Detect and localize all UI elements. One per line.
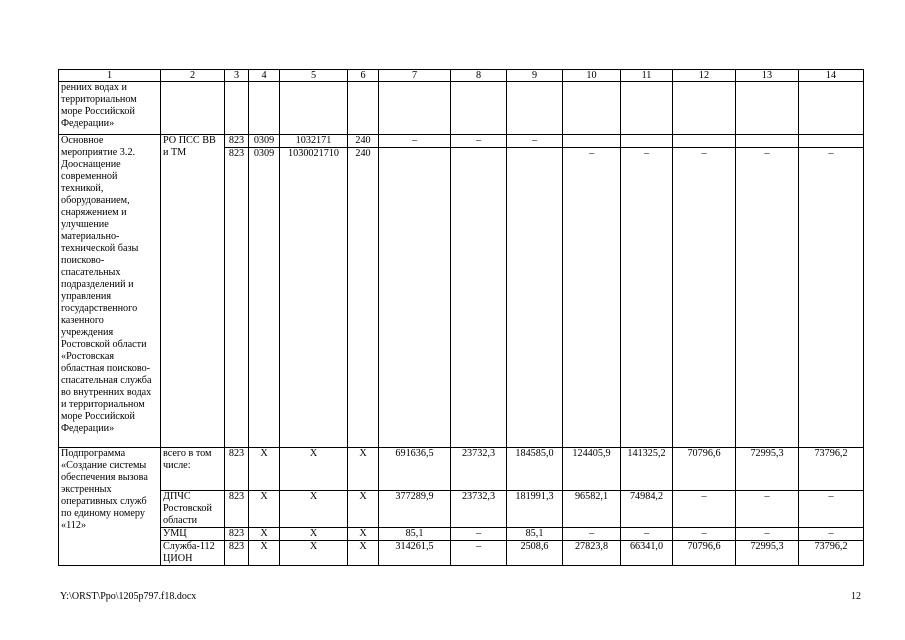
table-row (59, 82, 864, 135)
cell-value: 73796,2 (799, 448, 864, 491)
cell-value: – (563, 528, 621, 541)
table-row (59, 135, 864, 148)
cell-value: Х (348, 541, 379, 566)
cell-value: 72995,3 (736, 541, 799, 566)
header-cell: 2 (161, 70, 225, 82)
cell-value: – (621, 148, 673, 448)
cell-empty (451, 82, 507, 135)
cell-empty (563, 82, 621, 135)
cell-empty (621, 135, 673, 148)
header-cell: 12 (673, 70, 736, 82)
cell-value: 823 (225, 541, 249, 566)
cell-empty (736, 82, 799, 135)
cell-value: – (673, 148, 736, 448)
cell-empty (225, 82, 249, 135)
cell-value: 70796,6 (673, 541, 736, 566)
cell-value: Х (348, 491, 379, 528)
cell-value: Х (348, 448, 379, 491)
cell-value: 691636,5 (379, 448, 451, 491)
cell-value: 85,1 (507, 528, 563, 541)
table-row (59, 491, 864, 528)
cell-empty (563, 135, 621, 148)
cell-empty (451, 148, 507, 448)
cell-value: – (736, 491, 799, 528)
footer-file-path: Y:\ORST\Ppo\1205p797.f18.docx (60, 591, 197, 602)
cell-empty (673, 82, 736, 135)
cell-empty (379, 82, 451, 135)
header-cell: 3 (225, 70, 249, 82)
header-cell: 1 (59, 70, 161, 82)
cell-value: – (799, 148, 864, 448)
cell-empty (249, 82, 280, 135)
cell-executor: РО ПСС ВВ и ТМ (161, 135, 225, 448)
cell-value: 0309 (249, 148, 280, 448)
header-cell: 8 (451, 70, 507, 82)
cell-value: 0309 (249, 135, 280, 148)
cell-value: 240 (348, 135, 379, 148)
cell-value: 1030021710 (280, 148, 348, 448)
header-cell: 7 (379, 70, 451, 82)
table-row (59, 541, 864, 566)
cell-value: 823 (225, 148, 249, 448)
cell-value: – (673, 491, 736, 528)
cell-value: 73796,2 (799, 541, 864, 566)
cell-value: 23732,3 (451, 491, 507, 528)
cell-value: – (736, 148, 799, 448)
cell-value: 2508,6 (507, 541, 563, 566)
cell-value: 124405,9 (563, 448, 621, 491)
cell-value: 27823,8 (563, 541, 621, 566)
cell-value: – (799, 491, 864, 528)
cell-value: Х (249, 448, 280, 491)
cell-value: Х (249, 528, 280, 541)
cell-value: 141325,2 (621, 448, 673, 491)
cell-value: – (507, 135, 563, 148)
cell-value: 377289,9 (379, 491, 451, 528)
cell-program-name: Подпрограмма «Создание системы обеспечения вызова экстренных оперативных служб по единому номеру «112» (59, 448, 161, 566)
cell-empty (348, 82, 379, 135)
cell-value: – (451, 528, 507, 541)
cell-value: 823 (225, 448, 249, 491)
cell-value: Х (249, 541, 280, 566)
table-row (59, 448, 864, 491)
cell-value: 70796,6 (673, 448, 736, 491)
cell-value: 66341,0 (621, 541, 673, 566)
cell-empty (161, 82, 225, 135)
cell-value: Х (280, 491, 348, 528)
header-cell: 5 (280, 70, 348, 82)
cell-value: Х (280, 448, 348, 491)
cell-value: – (799, 528, 864, 541)
cell-executor: УМЦ (161, 528, 225, 541)
header-cell: 13 (736, 70, 799, 82)
header-cell: 11 (621, 70, 673, 82)
header-cell: 4 (249, 70, 280, 82)
header-row (59, 70, 864, 82)
cell-executor: всего в том числе: (161, 448, 225, 491)
cell-value: Х (280, 541, 348, 566)
cell-empty (507, 148, 563, 448)
cell-value: 181991,3 (507, 491, 563, 528)
cell-value: 85,1 (379, 528, 451, 541)
cell-value: 23732,3 (451, 448, 507, 491)
cell-value: 240 (348, 148, 379, 448)
cell-value: 96582,1 (563, 491, 621, 528)
budget-table (58, 69, 864, 566)
cell-value: 823 (225, 491, 249, 528)
cell-empty (736, 135, 799, 148)
cell-empty (799, 135, 864, 148)
cell-empty (799, 82, 864, 135)
cell-value: – (736, 528, 799, 541)
cell-value: – (451, 541, 507, 566)
cell-value: Х (249, 491, 280, 528)
cell-executor: ДПЧС Ростовской области (161, 491, 225, 528)
cell-program-name: Основное мероприятие 3.2. Дооснащение современной техникой, оборудованием, снаряжением и улучшение материально-технической базы поисково-спасательных подразделений и управления государственного казенного учреждения Ростовской области «Ростовская областная поисково-спасательная служба во внутренних водах и территориальном море Российской Федерации» (59, 135, 161, 448)
cell-value: 314261,5 (379, 541, 451, 566)
cell-empty (673, 135, 736, 148)
header-cell: 10 (563, 70, 621, 82)
cell-value: Х (348, 528, 379, 541)
cell-value: 823 (225, 135, 249, 148)
table-row (59, 528, 864, 541)
cell-value: 1032171 (280, 135, 348, 148)
cell-value: 823 (225, 528, 249, 541)
cell-value: 184585,0 (507, 448, 563, 491)
cell-program-name: рениих водах и территориальном море Российской Федерации» (59, 82, 161, 135)
cell-value: – (379, 135, 451, 148)
cell-value: – (673, 528, 736, 541)
header-cell: 14 (799, 70, 864, 82)
cell-value: – (621, 528, 673, 541)
header-cell: 6 (348, 70, 379, 82)
header-cell: 9 (507, 70, 563, 82)
cell-empty (507, 82, 563, 135)
cell-executor: Служба-112 ЦИОН (161, 541, 225, 566)
cell-empty (379, 148, 451, 448)
cell-value: 72995,3 (736, 448, 799, 491)
cell-value: Х (280, 528, 348, 541)
cell-value: – (451, 135, 507, 148)
page-number: 12 (851, 591, 861, 602)
cell-value: 74984,2 (621, 491, 673, 528)
cell-empty (280, 82, 348, 135)
cell-empty (621, 82, 673, 135)
cell-value: – (563, 148, 621, 448)
